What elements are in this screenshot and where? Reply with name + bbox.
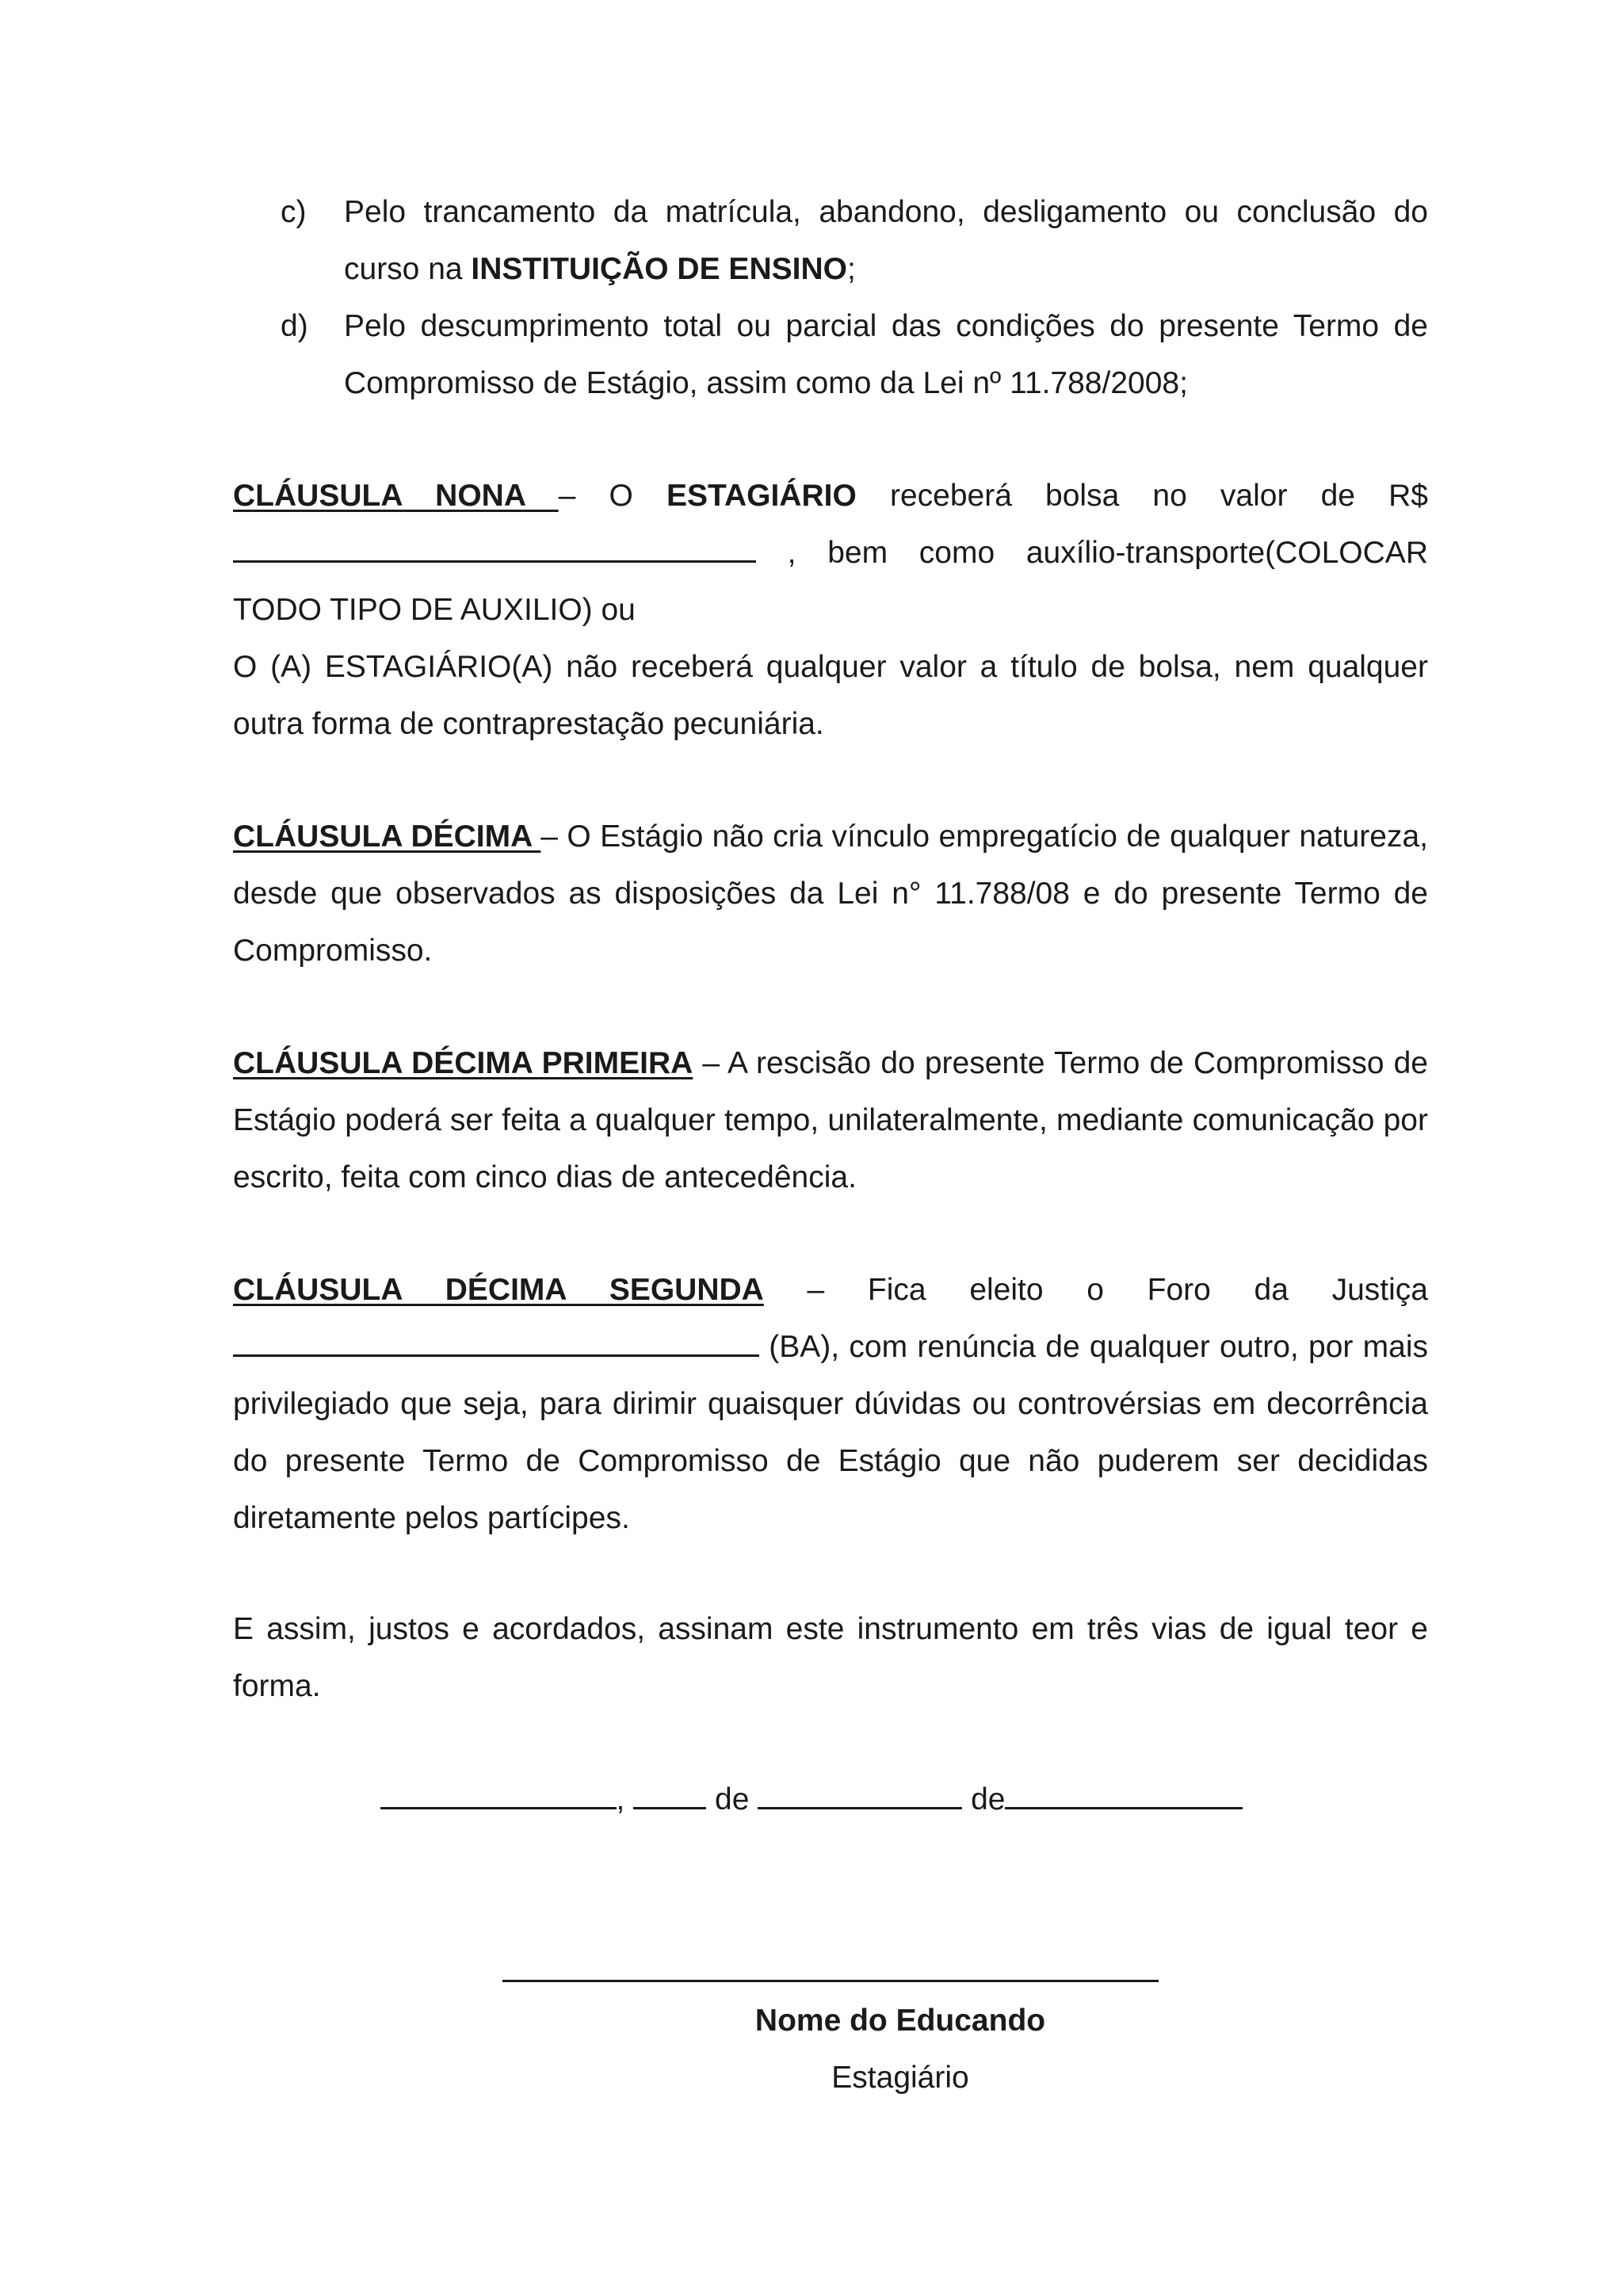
item-c-text: Pelo trancamento da matrícula, abandono, desligamento ou conclusão do curso na (344, 195, 1428, 286)
instituicao-de-ensino: INSTITUIÇÃO DE ENSINO (471, 252, 847, 286)
clausula-decima-primeira-heading: CLÁUSULA DÉCIMA PRIMEIRA (233, 1046, 693, 1080)
estagiario-label: ESTAGIÁRIO (666, 479, 857, 513)
date-line (0, 1771, 1623, 1828)
closing (233, 1601, 1428, 1715)
list-item-text: Pelo descumprimento total ou parcial das condições do presente Termo de Compromisso de Estágio, assim como da Lei nº 11.788/2008; (344, 309, 1428, 400)
clausula-decima-text: – O Estágio não cria vínculo empregatício de qualquer natureza, desde que observados as disposições da Lei n° 11.788/08 e do presente Termo de Compromisso. (233, 819, 1428, 968)
list-marker: c) (281, 195, 307, 229)
list-marker: d) (281, 309, 308, 343)
clausula-decima-paragraph (233, 808, 1428, 980)
city-blank (380, 1780, 617, 1809)
clausula-nona-dash: – O (558, 479, 667, 513)
clausula-decima-primeira (233, 1035, 1428, 1206)
day-blank (633, 1780, 706, 1809)
date-comma: , (616, 1782, 634, 1817)
year-blank (1005, 1780, 1243, 1809)
clausula-nona-heading: CLÁUSULA NONA (233, 479, 559, 513)
item-c-end: ; (846, 252, 856, 286)
clausula-decima-segunda-text-2: (BA), com renúncia de qualquer outro, por mais privilegiado que seja, para dirimir quaisquer dúvidas ou controvérsias em decorrência do presente Termo de Compromisso de Estágio que não puderem ser decididas diretamente pelos partícipes. (233, 1330, 1428, 1535)
clausula-nona-alt: O (A) ESTAGIÁRIO(A) não receberá qualquer valor a título de bolsa, nem qualquer outra forma de contraprestação pecuniária. (233, 650, 1428, 741)
signature-line (502, 1980, 1159, 1982)
bolsa-value-blank (233, 533, 756, 563)
clausula-nona-text-1: receberá bolsa no valor de R$ (856, 479, 1428, 513)
clausula-decima-primeira-text: – A rescisão do presente Termo de Compromisso de Estágio poderá ser feita a qualquer tempo, unilateralmente, mediante comunicação por escrito, feita com cinco dias de antecedência. (233, 1046, 1428, 1194)
closing-paragraph: E assim, justos e acordados, assinam este instrumento em três vias de igual teor e forma. (233, 1612, 1428, 1703)
signature-role: Estagiário (831, 2061, 969, 2095)
month-blank (758, 1780, 962, 1809)
signature-name: Nome do Educando (754, 2004, 1046, 2038)
clausula-decima (233, 808, 1428, 980)
foro-city-blank (233, 1328, 759, 1357)
date-de-1: de (706, 1782, 758, 1817)
clausula-decima-heading: CLÁUSULA DÉCIMA (233, 819, 541, 854)
clausula-decima-segunda-heading: CLÁUSULA DÉCIMA SEGUNDA (233, 1273, 764, 1307)
clausula-nona-paragraph (233, 468, 1428, 639)
clausula-decima-primeira-paragraph (233, 1035, 1428, 1206)
clausula-nona (233, 468, 1428, 753)
list-item-c (233, 184, 1428, 298)
clausula-decima-segunda-paragraph (233, 1262, 1428, 1547)
list-item-text (344, 184, 1428, 298)
list-item-d (233, 298, 1428, 412)
clausula-decima-segunda-text-1: – Fica eleito o Foro da Justiça (763, 1273, 1428, 1307)
date-de-2: de (962, 1782, 1006, 1817)
clausula-decima-segunda (233, 1262, 1428, 1547)
clausula-nona-text-2: , bem como auxílio-transporte(COLOCAR TODO TIPO DE AUXILIO) ou (233, 536, 1428, 627)
